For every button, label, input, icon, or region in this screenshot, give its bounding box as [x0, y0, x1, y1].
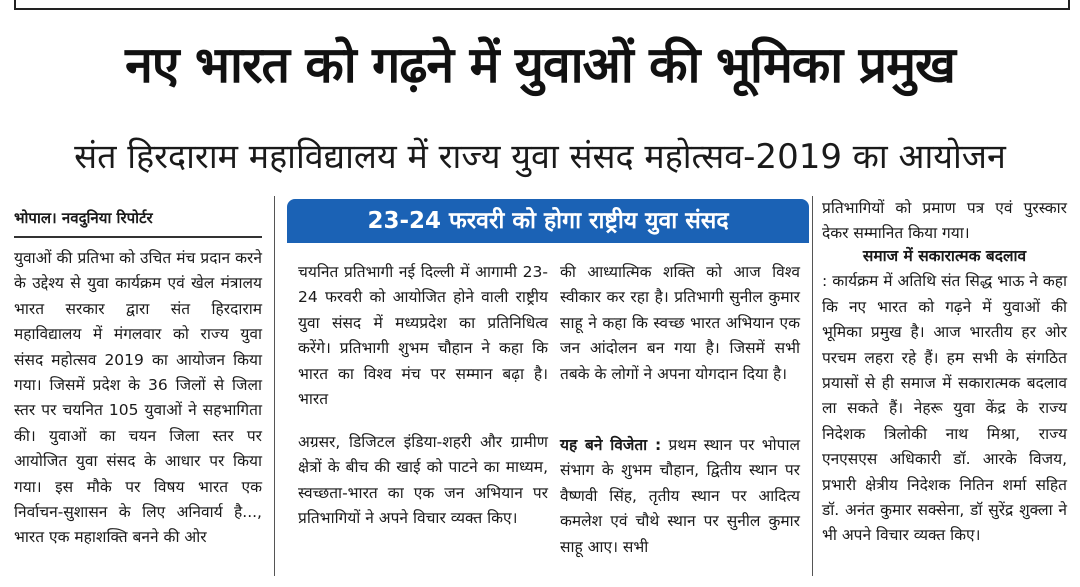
- column-divider: [274, 196, 275, 576]
- article-column-4: [822, 244, 1067, 549]
- byline-rule: [14, 236, 262, 238]
- positive-change-text: : कार्यक्रम में अतिथि संत सिद्ध भाऊ ने कहा कि नए भारत को गढ़ने में युवाओं की भूमिका प्रमुख है। आज भारतीय हर ओर परचम लहरा रहे हैं। हम सभी के संगठित प्रयासों से ही समाज में सकारात्मक बदलाव ला सकते हैं। नेहरू युवा केंद्र के राज्य निदेशक त्रिलोकी नाथ मिश्रा, राज्य एनएसएस अधिकारी डॉ. आरके विजय, प्रभारी क्षेत्रीय निदेशक नितिन शर्मा सहित डॉ. अनंत कुमार सक्सेना, डॉ सुरेंद्र शुक्ला ने भी अपने विचार व्यक्त किए।: [822, 272, 1067, 545]
- headline: नए भारत को गढ़ने में युवाओं की भूमिका प्रमुख: [125, 36, 955, 94]
- article-column-3-bottom: [560, 433, 800, 560]
- winners-text: प्रथम स्थान पर भोपाल संभाग के शुभम चौहान, द्वितीय स्थान पर वैष्णवी सिंह, तृतीय स्थान पर आदित्य कमलेश एवं चौथे स्थान पर सुनील कुमार साहू आए। सभी: [560, 436, 801, 556]
- column-divider: [812, 196, 813, 576]
- article-column-2-top: चयनित प्रतिभागी नई दिल्ली में आगामी 23-24 फरवरी को आयोजित होने वाली राष्ट्रीय युवा संसद में मध्यप्रदेश का प्रतिनिधित्व करेंगे। प्रतिभागी शुभम चौहान ने कहा कि भारत का विश्व मंच पर सम्मान बढ़ा है। भारत: [298, 263, 548, 409]
- byline: भोपाल। नवदुनिया रिपोर्टर: [14, 209, 153, 227]
- article-column-1: युवाओं की प्रतिभा को उचित मंच प्रदान करने के उद्देश्य से युवा कार्यक्रम एवं खेल मंत्रालय भारत सरकार द्वारा संत हिरदाराम महाविद्यालय में मंगलवार को राज्य युवा संसद महोत्सव 2019 का आयोजन किया गया। जिसमें प्रदेश के 36 जिलों से जिला स्तर पर चयनित 105 युवाओं ने सहभागिता की। युवाओं का चयन जिला स्तर पर आयोजित युवा संसद के आधार पर किया गया। इस मौके पर विषय भारत एक निर्वाचन-सुशासन के लिए अनिवार्य है..., भारत एक महाशक्ति बनने की ओर: [14, 249, 262, 547]
- section-banner: 23-24 फरवरी को होगा राष्ट्रीय युवा संसद: [287, 199, 809, 243]
- subheadline: संत हिरदाराम महाविद्यालय में राज्य युवा संसद महोत्सव-2019 का आयोजन: [74, 137, 1006, 177]
- article-column-2-bottom: अग्रसर, डिजिटल इंडिया-शहरी और ग्रामीण क्षेत्रों के बीच की खाई को पाटने का माध्यम, स्वच्छता-भारत का एक जन अभियान पर प्रतिभागियों ने अपने विचार व्यक्त किए।: [298, 433, 548, 528]
- article-column-3-top: की आध्यात्मिक शक्ति को आज विश्व स्वीकार कर रहा है। प्रतिभागी सुनील कुमार साहू ने कहा कि स्वच्छ भारत अभियान एक जन आंदोलन बन गया है। जिसमें सभी तबके के लोगों ने अपना योगदान दिया है।: [560, 263, 800, 383]
- positive-change-subhead: समाज में सकारात्मक बदलाव: [862, 247, 1027, 265]
- winners-subhead: यह बने विजेता :: [560, 436, 662, 454]
- article-column-4-top: प्रतिभागियों को प्रमाण पत्र एवं पुरस्कार देकर सम्मानित किया गया।: [822, 199, 1067, 243]
- top-frame-border: [14, 0, 1070, 10]
